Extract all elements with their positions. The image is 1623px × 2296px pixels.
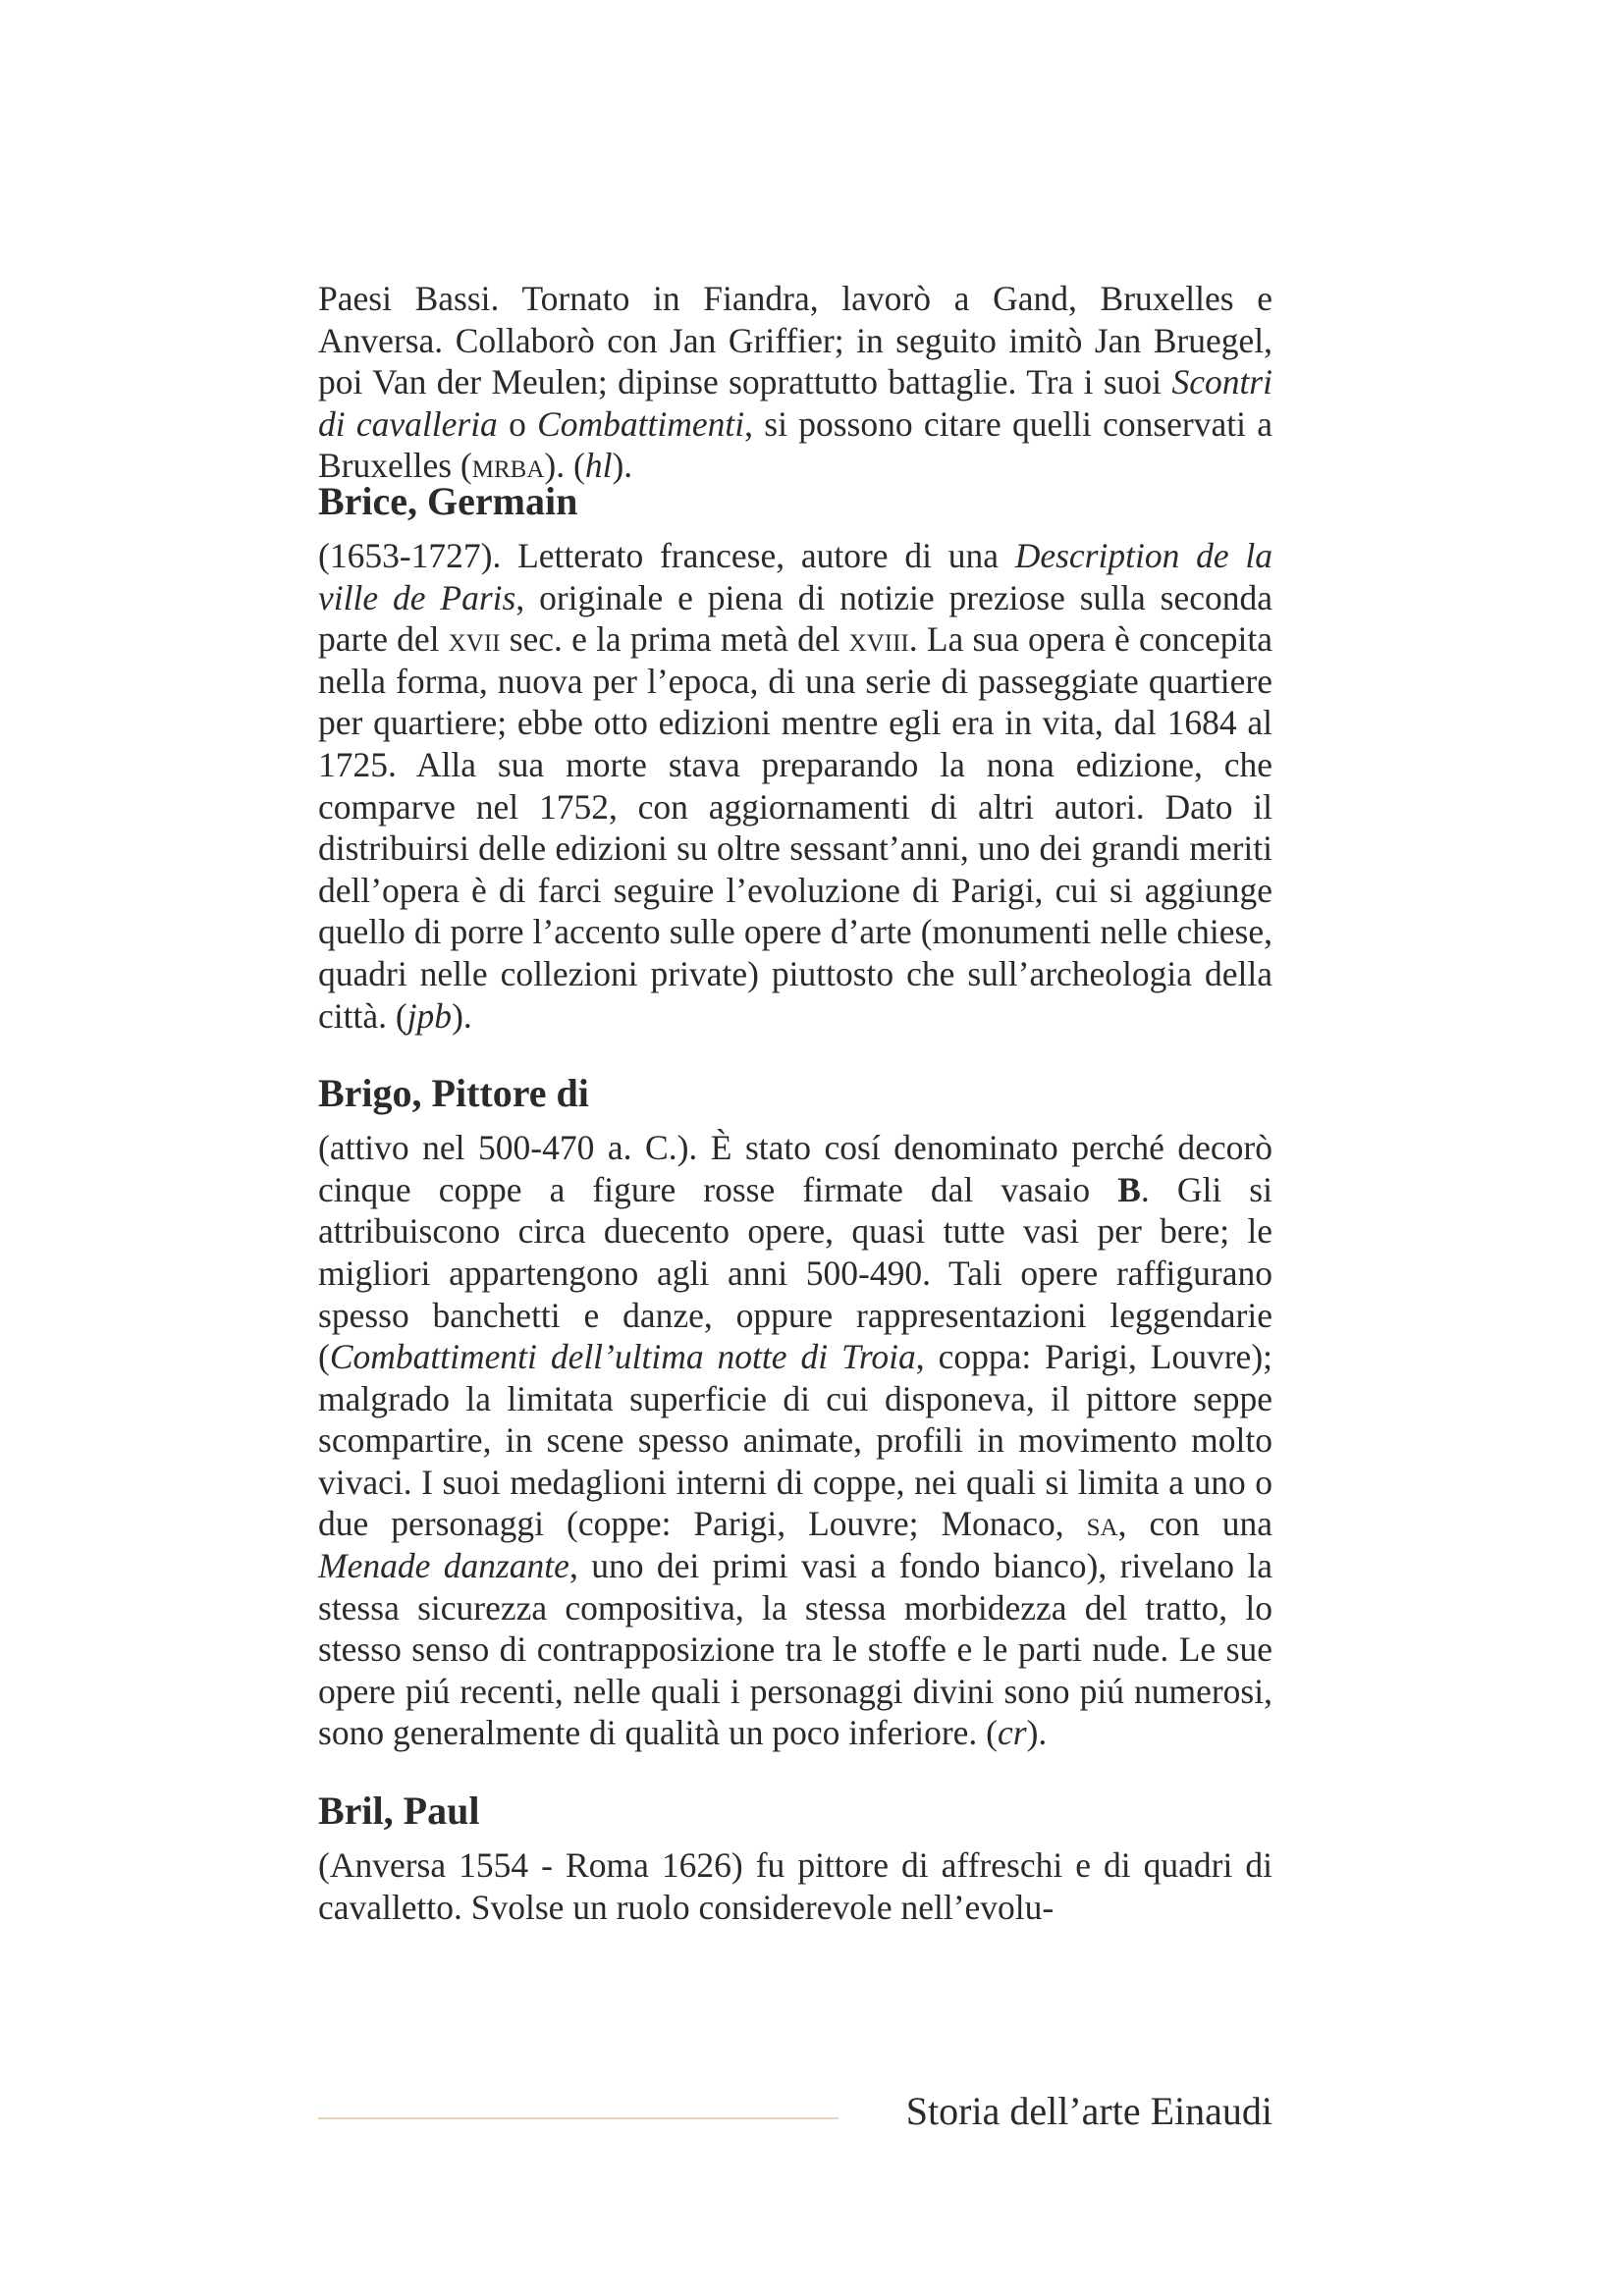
entry-heading-brigo: Brigo, Pittore di	[318, 1071, 589, 1116]
entry-heading-brice: Brice, Germain	[318, 479, 578, 523]
page-footer	[318, 2085, 1272, 2144]
entry-brice-paragraph: (1653-1727). Letterato francese, autore di una Description de la ville de Paris, originale e piena di notizie preziose sulla seconda parte del xvii sec. e la prima metà del xviii. La sua opera è concepita nella forma, nuova per l’epoca, di una serie di passeggiate quartiere per quartiere; ebbe otto edizioni mentre egli era in vita, dal 1684 al 1725. Alla sua morte stava preparando la nona edizione, che comparve nel 1752, con aggiornamenti di altri autori. Dato il distribuirsi delle edizioni su oltre sessant’anni, uno dei grandi meriti dell’opera è di farci seguire l’evoluzione di Parigi, cui si aggiunge quello di porre l’accento sulle opere d’arte (monumenti nelle chiese, quadri nelle collezioni private) piuttosto che sull’archeologia della città. (jpb).	[318, 536, 1273, 1036]
entry-heading-bril: Bril, Paul	[318, 1789, 480, 1834]
footer-publisher-text: Storia dell’arte Einaudi	[905, 2089, 1272, 2133]
entry-bril-paragraph: (Anversa 1554 - Roma 1626) fu pittore di affreschi e di quadri di cavalletto. Svolse un ruolo considerevole nell’evolu-	[318, 1845, 1272, 1927]
page-body	[318, 278, 1272, 1928]
footer-rule	[318, 2117, 839, 2119]
entry-continuation-paragraph: Paesi Bassi. Tornato in Fiandra, lavorò a Gand, Bruxelles e Anversa. Collaborò con Jan Griffier; in seguito imitò Jan Bruegel, poi Van der Meulen; dipinse soprattutto battaglie. Tra i suoi Scontri di cavalleria o Combattimenti, si possono citare quelli conservati a Bruxelles (mrba). (hl).	[318, 279, 1272, 486]
entry-brigo-paragraph: (attivo nel 500-470 a. C.). È stato cosí denominato perché decorò cinque coppe a figure rosse firmate dal vasaio B. Gli si attribuiscono circa duecento opere, quasi tutte vasi per bere; le migliori appartengono agli anni 500-490. Tali opere raffigurano spesso banchetti e danze, oppure rappresentazioni leggendarie (Combattimenti dell’ultima notte di Troia, coppa: Parigi, Louvre); malgrado la limitata superficie di cui disponeva, il pittore seppe scompartire, in scene spesso animate, profili in movimento molto vivaci. I suoi medaglioni interni di coppe, nei quali si limita a uno o due personaggi (coppe: Parigi, Louvre; Monaco, sa, con una Menade danzante, uno dei primi vasi a fondo bianco), rivelano la stessa sicurezza compositiva, la stessa morbidezza del tratto, lo stesso senso di contrapposizione tra le stoffe e le parti nude. Le sue opere piú recenti, nelle quali i personaggi divini sono piú numerosi, sono generalmente di qualità un poco inferiore. (cr).	[318, 1128, 1272, 1753]
